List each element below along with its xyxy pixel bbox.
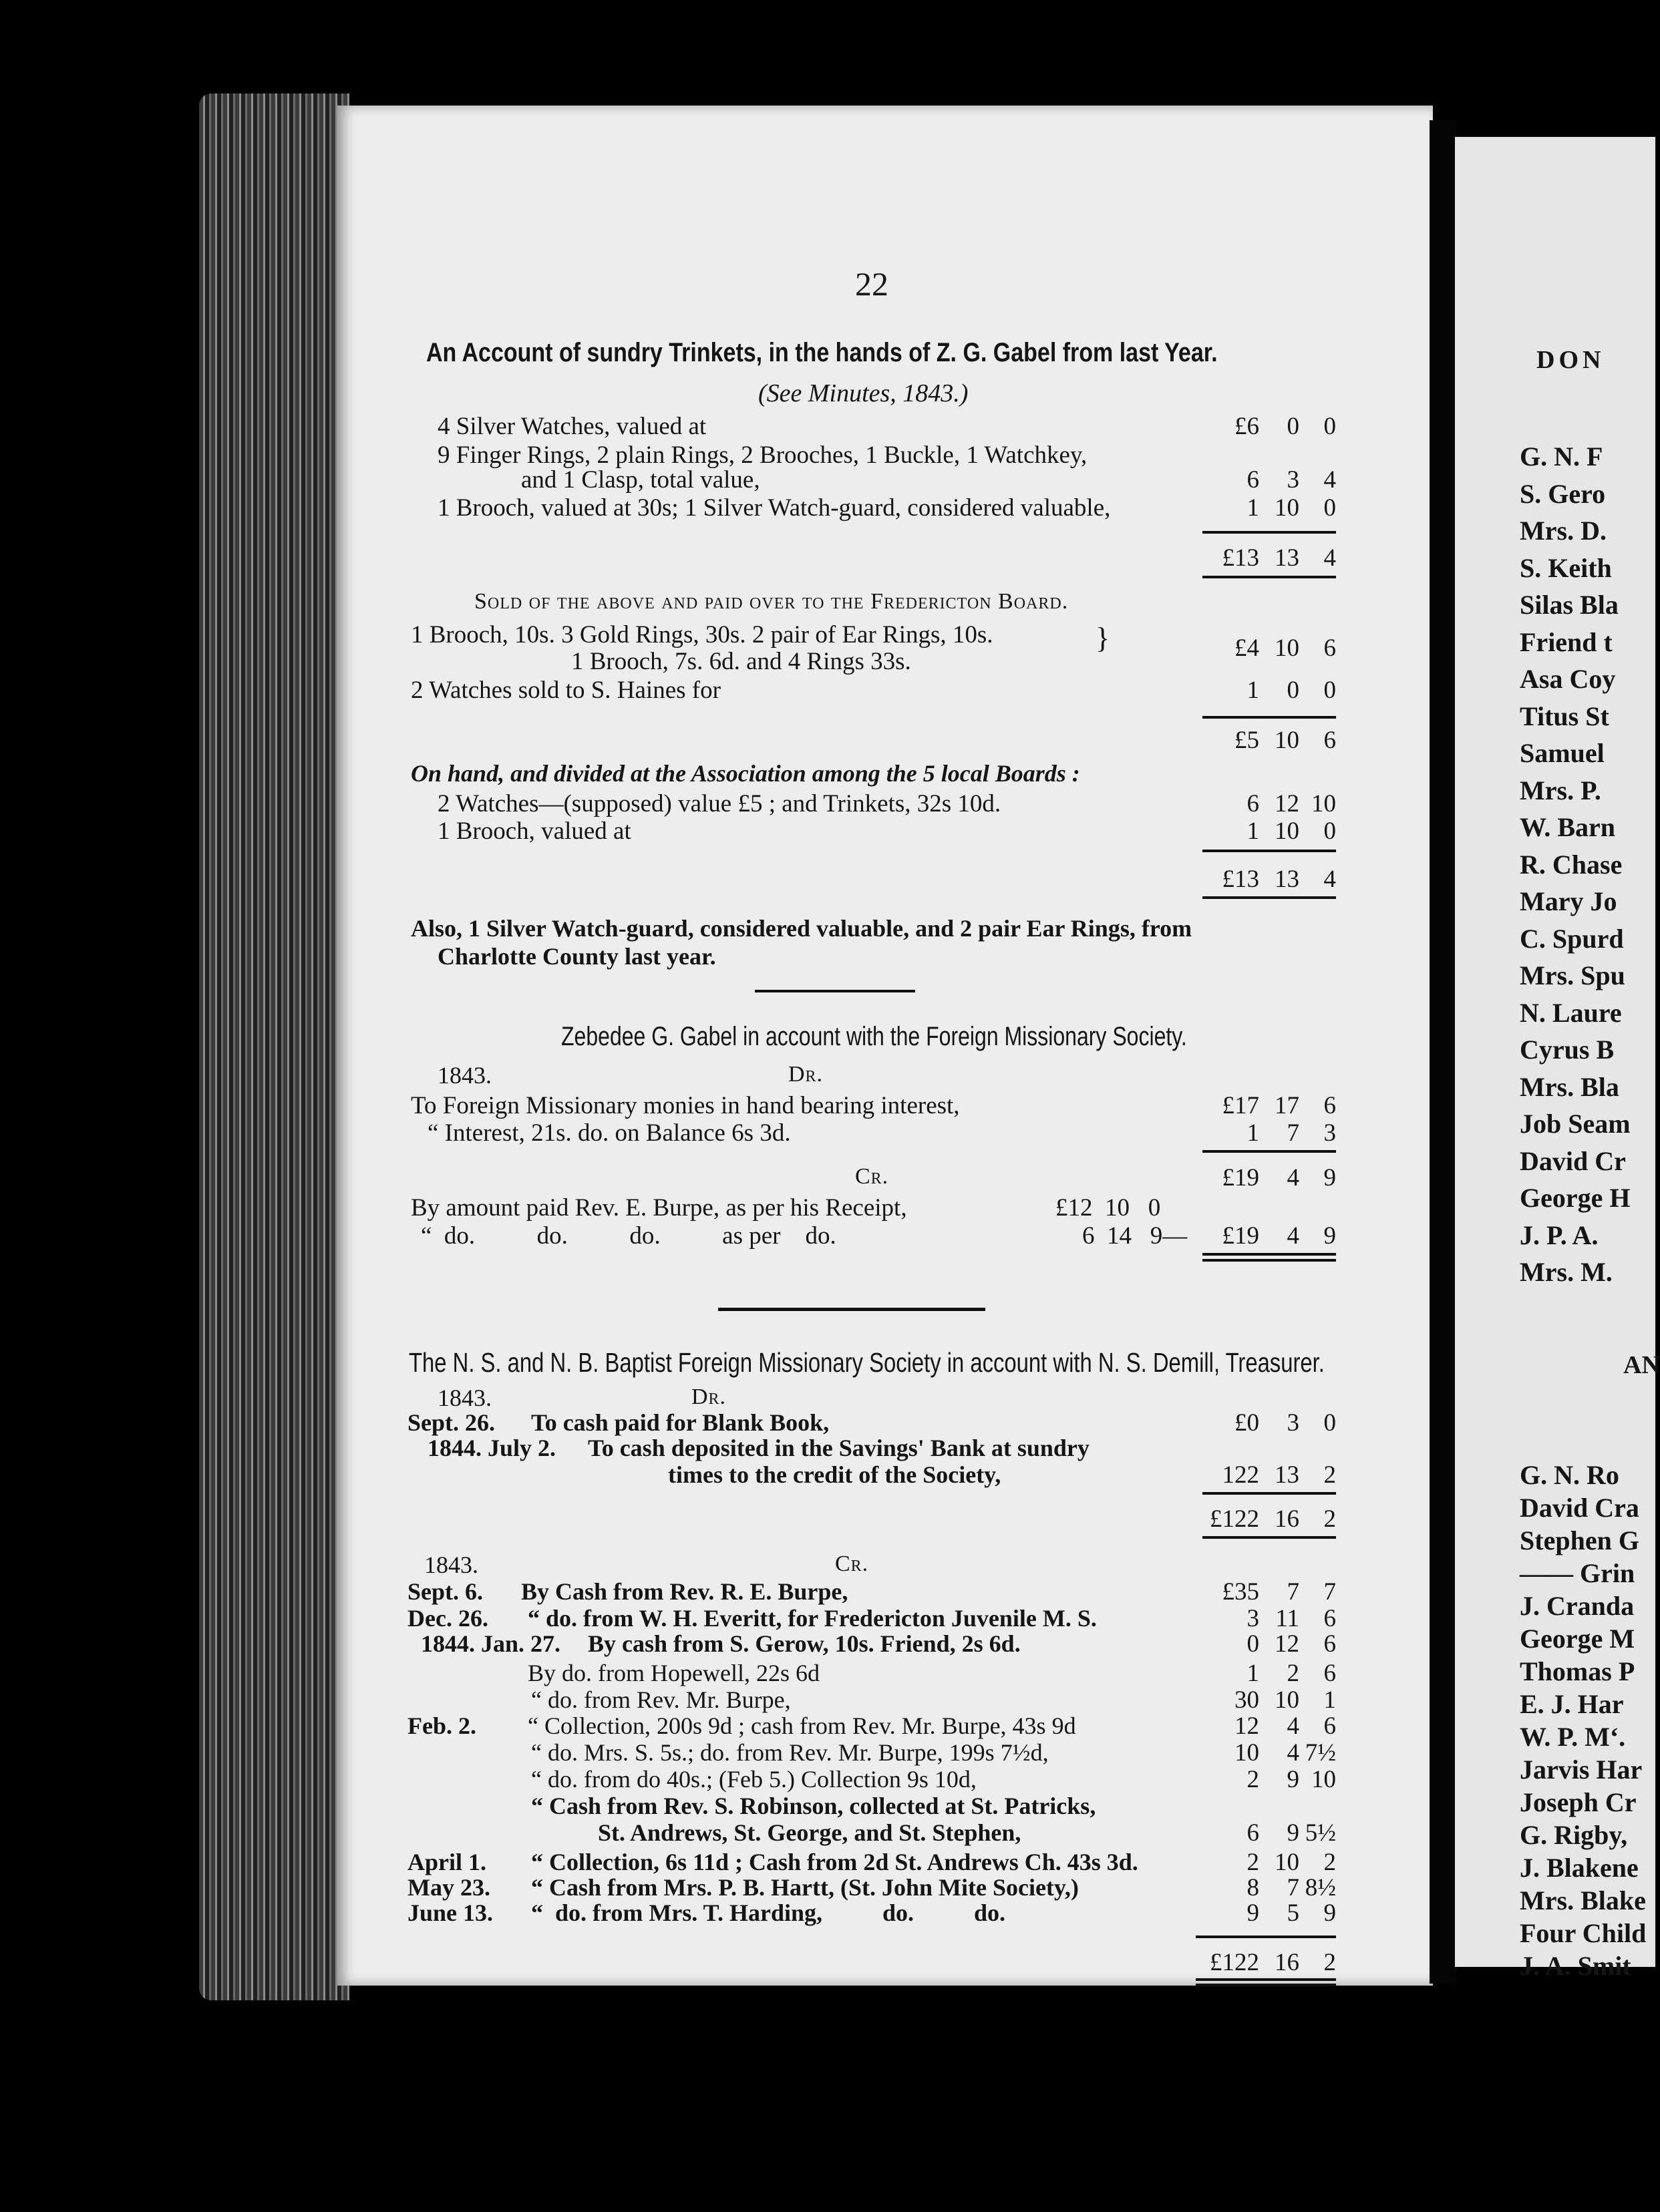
right-page-name: Joseph Cr	[1520, 1787, 1637, 1817]
right-page-name: Samuel	[1520, 738, 1605, 768]
sum-rule	[1196, 1978, 1336, 1981]
demill-debit-l: 122	[1222, 1461, 1259, 1489]
demill-credit-s: 11	[1275, 1605, 1299, 1632]
on-hand-line: 1 Brooch, valued at	[438, 817, 631, 845]
right-page-name: David Cra	[1520, 1493, 1639, 1523]
demill-credit-d: 7½	[1305, 1739, 1336, 1767]
right-page-name: Asa Coy	[1520, 664, 1616, 694]
gabel-credit-d: 9	[1323, 1222, 1336, 1250]
watches-s: 0	[1287, 677, 1299, 704]
sold-total-d: 6	[1323, 727, 1336, 754]
gabel-debit-line: “ Interest, 21s. do. on Balance 6s 3d.	[428, 1119, 791, 1147]
section-divider	[755, 990, 915, 992]
demill-credit-l: £35	[1222, 1578, 1259, 1606]
right-page-name: J. Cranda	[1520, 1591, 1635, 1621]
sum-rule	[1202, 850, 1336, 852]
demill-credit-date: Feb. 2.	[407, 1712, 476, 1739]
right-page-name: J. A. Smit	[1520, 1951, 1631, 1981]
demill-credit-text: “ Cash from Rev. S. Robinson, collected at St. Patricks,	[531, 1793, 1096, 1819]
demill-credit-s: 10	[1275, 1849, 1299, 1876]
demill-debit-total-s: 16	[1275, 1505, 1299, 1533]
sum-rule	[1202, 1150, 1336, 1153]
demill-credit-text: “ do. from do 40s.; (Feb 5.) Collection 9s 10d,	[531, 1766, 977, 1793]
total2-s: 13	[1275, 866, 1299, 893]
demill-credit-d: 8½	[1305, 1874, 1336, 1901]
right-page-name: G. N. Ro	[1520, 1460, 1619, 1490]
gabel-debit-line: To Foreign Missionary monies in hand bearing interest,	[411, 1092, 960, 1119]
total-s: 13	[1275, 544, 1299, 572]
demill-credit-text: By cash from S. Gerow, 10s. Friend, 2s 6d.	[588, 1630, 1021, 1657]
sum-rule	[1202, 1492, 1336, 1495]
page-number: 22	[855, 265, 888, 303]
gabel-credit-s: 4	[1287, 1222, 1299, 1250]
right-page-name: Mrs. P.	[1520, 775, 1601, 805]
trinket-l: 6	[1247, 466, 1259, 494]
total2-d: 4	[1323, 866, 1336, 893]
sum-rule	[1202, 1259, 1336, 1262]
demill-credit-d: 9	[1323, 1899, 1336, 1927]
gabel-debit-l: £17	[1222, 1092, 1259, 1119]
sold-s: 10	[1275, 634, 1299, 662]
sold-line: 1 Brooch, 10s. 3 Gold Rings, 30s. 2 pair of Ear Rings, 10s.	[411, 621, 993, 649]
demill-debit-d: 2	[1323, 1461, 1336, 1489]
watches-d: 0	[1323, 677, 1336, 704]
demill-credit-l: 12	[1234, 1712, 1259, 1740]
sum-rule	[1202, 896, 1336, 899]
gabel-total-l: £19	[1222, 1164, 1259, 1191]
right-page-name: Job Seam	[1520, 1109, 1631, 1139]
trinket-s: 0	[1287, 413, 1299, 440]
demill-credit-s: 9	[1287, 1766, 1299, 1793]
demill-credit-l: 0	[1247, 1630, 1259, 1658]
trinket-line: 1 Brooch, valued at 30s; 1 Silver Watch-guard, considered valuable,	[438, 494, 1111, 522]
demill-credit-s: 4	[1287, 1739, 1299, 1767]
demill-credit-text: By do. from Hopewell, 22s 6d	[528, 1660, 820, 1686]
gabel-dr: Dr.	[788, 1062, 824, 1087]
sum-rule	[1202, 1536, 1336, 1539]
demill-credit-s: 7	[1287, 1874, 1299, 1901]
gabel-account-heading: Zebedee G. Gabel in account with the Foreign Missionary Society.	[561, 1022, 1187, 1051]
right-page-name: G. N. F	[1520, 441, 1603, 472]
demill-credit-s: 4	[1287, 1712, 1299, 1740]
right-page-heading: DON	[1536, 346, 1605, 374]
also-line: Charlotte County last year.	[438, 943, 716, 970]
right-page-name: C. Spurd	[1520, 923, 1624, 954]
right-page-name: N. Laure	[1520, 997, 1622, 1028]
demill-credit-l: 2	[1247, 1766, 1259, 1793]
demill-credit-s: 12	[1275, 1630, 1299, 1658]
demill-credit-l: 1	[1247, 1660, 1259, 1687]
demill-credit-l: 10	[1234, 1739, 1259, 1767]
gabel-credit-line: “ do. do. do. as per do.	[421, 1222, 836, 1250]
sold-d: 6	[1323, 634, 1336, 662]
right-page-name: J. Blakene	[1520, 1853, 1639, 1883]
demill-credit-s: 5	[1287, 1899, 1299, 1927]
gabel-debit-d: 3	[1323, 1119, 1336, 1147]
right-page-name: Titus St	[1520, 701, 1609, 731]
total-d: 4	[1323, 544, 1336, 572]
sum-rule	[1202, 1253, 1336, 1256]
trinket-l: £6	[1234, 413, 1259, 440]
trinket-d: 0	[1323, 494, 1336, 522]
sold-l: £4	[1234, 634, 1259, 662]
demill-debit-l: £0	[1234, 1409, 1259, 1437]
demill-credit-d: 6	[1323, 1712, 1336, 1740]
demill-credit-text: “ do. Mrs. S. 5s.; do. from Rev. Mr. Burpe, 199s 7½d,	[531, 1739, 1049, 1766]
demill-credit-text: “ do. from Rev. Mr. Burpe,	[531, 1686, 791, 1713]
on-hand-heading: On hand, and divided at the Association among the 5 local Boards :	[411, 760, 1080, 787]
gabel-credit-mid: £12 10 0	[1055, 1194, 1161, 1222]
demill-cr: Cr.	[835, 1551, 869, 1576]
right-page-name: Cyrus B	[1520, 1035, 1615, 1065]
sold-line: 1 Brooch, 7s. 6d. and 4 Rings 33s.	[571, 648, 911, 675]
right-page-name: Jarvis Har	[1520, 1755, 1643, 1785]
right-page-name: Mrs. D.	[1520, 516, 1607, 546]
right-page-name: David Cr	[1520, 1145, 1626, 1176]
demill-credit-s: 2	[1287, 1660, 1299, 1687]
gabel-debit-l: 1	[1247, 1119, 1259, 1147]
demill-credit-text: By Cash from Rev. R. E. Burpe,	[521, 1578, 848, 1605]
demill-debit-d: 0	[1323, 1409, 1336, 1437]
on-hand-s: 10	[1275, 817, 1299, 845]
demill-credit-text: St. Andrews, St. George, and St. Stephen,	[598, 1819, 1021, 1846]
demill-credit-text: “ do. from W. H. Everitt, for Fredericton Juvenile M. S.	[528, 1605, 1097, 1632]
demill-credit-l: 8	[1247, 1874, 1259, 1901]
right-page-name: W. Barn	[1520, 812, 1616, 842]
on-hand-d: 0	[1323, 817, 1336, 845]
total-l: £13	[1222, 544, 1259, 572]
demill-credit-s: 9	[1287, 1819, 1299, 1847]
trinket-line: 9 Finger Rings, 2 plain Rings, 2 Brooches, 1 Buckle, 1 Watchkey,	[438, 441, 1088, 469]
demill-debit-date: Sept. 26.	[407, 1409, 496, 1436]
demill-credit-total-s: 16	[1275, 1949, 1299, 1976]
right-page-name: Mrs. Blake	[1520, 1885, 1646, 1915]
demill-debit-text: To cash paid for Blank Book,	[531, 1409, 830, 1436]
total2-l: £13	[1222, 866, 1259, 893]
right-page-name: J. P. A.	[1520, 1220, 1599, 1250]
demill-credit-d: 10	[1311, 1766, 1336, 1793]
demill-year: 1843.	[438, 1385, 492, 1411]
demill-credit-l: 3	[1247, 1605, 1259, 1632]
demill-debit-date: 1844. July 2.	[428, 1435, 556, 1461]
right-page-name: Thomas P	[1520, 1656, 1635, 1686]
demill-credit-s: 7	[1287, 1578, 1299, 1606]
demill-credit-date: April 1.	[407, 1849, 487, 1875]
right-page-name: Mrs. Spu	[1520, 960, 1625, 990]
watches-l: 1	[1247, 677, 1259, 704]
demill-debit-text: To cash deposited in the Savings' Bank at sundry	[588, 1435, 1090, 1461]
demill-credit-total-d: 2	[1323, 1949, 1336, 1976]
right-page-name: George H	[1520, 1183, 1631, 1213]
demill-debit-text: times to the credit of the Society,	[668, 1461, 1001, 1488]
trinket-s: 10	[1275, 494, 1299, 522]
right-page-name: W. P. M‘.	[1520, 1722, 1626, 1752]
trinkets-subheading: (See Minutes, 1843.)	[758, 379, 969, 407]
gabel-total-s: 4	[1287, 1164, 1299, 1191]
trinket-line: 4 Silver Watches, valued at	[438, 413, 707, 440]
sum-rule	[1196, 1936, 1336, 1938]
on-hand-l: 1	[1247, 817, 1259, 845]
demill-credit-d: 1	[1323, 1686, 1336, 1714]
right-page-heading-2: AN	[1623, 1351, 1660, 1379]
demill-credit-date: Dec. 26.	[407, 1605, 488, 1632]
right-page-name: Mrs. Bla	[1520, 1071, 1619, 1102]
right-page-name: Mary Jo	[1520, 886, 1617, 916]
demill-credit-l: 2	[1247, 1849, 1259, 1876]
demill-credit-l: 9	[1247, 1899, 1259, 1927]
gabel-debit-s: 17	[1275, 1092, 1299, 1119]
demill-credit-l: 6	[1247, 1819, 1259, 1847]
sum-rule	[1202, 531, 1336, 534]
sum-rule	[1202, 716, 1336, 719]
demill-credit-text: “ Collection, 200s 9d ; cash from Rev. Mr. Burpe, 43s 9d	[528, 1712, 1076, 1739]
demill-credit-text: “ Cash from Mrs. P. B. Hartt, (St. John Mite Society,)	[531, 1874, 1079, 1901]
demill-account-heading: The N. S. and N. B. Baptist Foreign Missionary Society in account with N. S. Demill, Treasurer.	[409, 1347, 1325, 1378]
right-page-name: Four Child	[1520, 1918, 1647, 1948]
trinket-d: 4	[1323, 466, 1336, 494]
gabel-total-d: 9	[1323, 1164, 1336, 1191]
demill-credit-s: 10	[1275, 1686, 1299, 1714]
right-page-name: S. Keith	[1520, 552, 1612, 583]
trinket-l: 1	[1247, 494, 1259, 522]
demill-year2: 1843.	[424, 1551, 478, 1578]
demill-credit-d: 2	[1323, 1849, 1336, 1876]
gabel-credit-mid: 6 14 9—	[1082, 1222, 1188, 1250]
right-page-name: Friend t	[1520, 626, 1613, 657]
sum-rule	[1202, 576, 1336, 578]
demill-credit-total-l: £122	[1210, 1949, 1259, 1976]
section-divider	[718, 1308, 985, 1311]
gabel-cr: Cr.	[855, 1164, 889, 1189]
trinket-d: 0	[1323, 413, 1336, 440]
trinket-line: and 1 Clasp, total value,	[521, 466, 760, 494]
sold-total-l: £5	[1234, 727, 1259, 754]
demill-credit-l: 30	[1234, 1686, 1259, 1714]
book-gutter	[1430, 120, 1456, 1984]
also-line: Also, 1 Silver Watch-guard, considered valuable, and 2 pair Ear Rings, from	[411, 915, 1192, 942]
right-page-name: —— Grin	[1520, 1558, 1635, 1588]
demill-credit-d: 7	[1323, 1578, 1336, 1606]
demill-debit-s: 3	[1287, 1409, 1299, 1437]
demill-dr: Dr.	[691, 1385, 727, 1409]
gabel-debit-d: 6	[1323, 1092, 1336, 1119]
book-page-edges	[199, 94, 349, 2000]
gabel-credit-line: By amount paid Rev. E. Burpe, as per his Receipt,	[411, 1194, 907, 1222]
gabel-credit-l: £19	[1222, 1222, 1259, 1250]
demill-credit-date: Sept. 6.	[407, 1578, 484, 1605]
demill-credit-text: “ do. from Mrs. T. Harding, do. do.	[531, 1899, 1006, 1926]
watches-sold-line: 2 Watches sold to S. Haines for	[411, 677, 721, 704]
right-page-name: R. Chase	[1520, 849, 1623, 880]
trinkets-heading: An Account of sundry Trinkets, in the hands of Z. G. Gabel from last Year.	[426, 338, 1218, 367]
right-page-name: George M	[1520, 1624, 1635, 1654]
demill-debit-s: 13	[1275, 1461, 1299, 1489]
demill-credit-date: May 23.	[407, 1874, 490, 1901]
right-page-name: S. Gero	[1520, 478, 1606, 509]
demill-credit-date: June 13.	[407, 1899, 494, 1926]
gabel-year: 1843.	[438, 1062, 492, 1089]
demill-debit-total-d: 2	[1323, 1505, 1336, 1533]
sold-total-s: 10	[1275, 727, 1299, 754]
demill-credit-date: 1844. Jan. 27.	[421, 1630, 561, 1657]
sum-rule	[1196, 1984, 1336, 1986]
on-hand-line: 2 Watches—(supposed) value £5 ; and Trinkets, 32s 10d.	[438, 790, 1001, 817]
demill-credit-d: 6	[1323, 1630, 1336, 1658]
right-page-name: Stephen G	[1520, 1525, 1639, 1555]
gabel-debit-s: 7	[1287, 1119, 1299, 1147]
trinket-s: 3	[1287, 466, 1299, 494]
right-page-name: Silas Bla	[1520, 590, 1619, 620]
demill-debit-total-l: £122	[1210, 1505, 1259, 1533]
on-hand-d: 10	[1311, 790, 1336, 817]
demill-credit-d: 6	[1323, 1660, 1336, 1687]
right-page-name: G. Rigby,	[1520, 1820, 1628, 1850]
right-page-name: E. J. Har	[1520, 1689, 1624, 1719]
demill-credit-d: 6	[1323, 1605, 1336, 1632]
brace-icon: }	[1096, 622, 1110, 655]
on-hand-s: 12	[1275, 790, 1299, 817]
demill-credit-text: “ Collection, 6s 11d ; Cash from 2d St. Andrews Ch. 43s 3d.	[531, 1849, 1138, 1875]
demill-credit-d: 5½	[1305, 1819, 1336, 1847]
on-hand-l: 6	[1247, 790, 1259, 817]
sold-heading: Sold of the above and paid over to the Fredericton Board.	[474, 589, 1069, 614]
right-page-name: Mrs. M.	[1520, 1257, 1613, 1287]
